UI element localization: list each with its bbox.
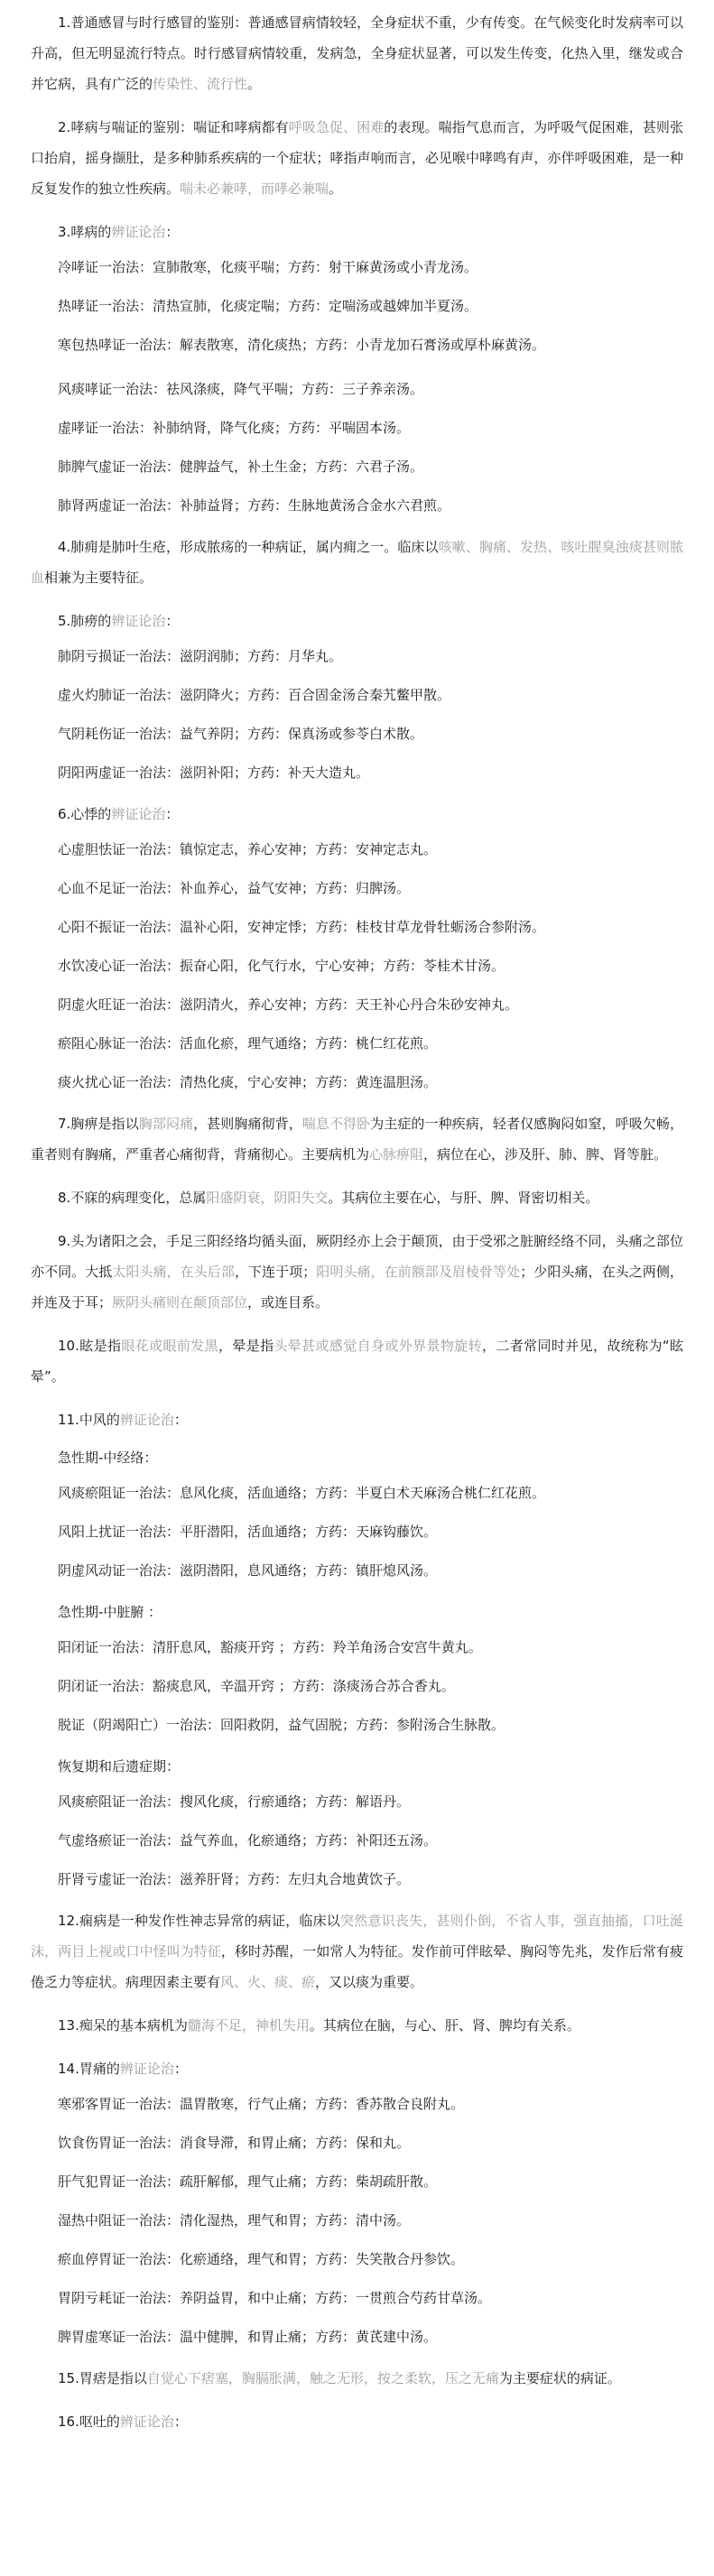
highlight-text: 阳盛阴衰，阴阳失交	[206, 1190, 329, 1206]
treatment-row: 脾胃虚寒证一治法：温中健脾，和胃止痛；方药：黄芪建中汤。	[58, 2329, 438, 2345]
heading-text: 14.胃痛的	[58, 2061, 120, 2077]
section-heading-5	[31, 606, 683, 636]
text: 。其病位主要在心，与肝、脾、肾密切相关。	[328, 1190, 599, 1206]
treatment-row: 肝肾亏虚证一治法：滋养肝肾；方药：左归丸合地黄饮子。	[58, 1871, 411, 1887]
text: 8.不寐的病理变化，总属	[58, 1190, 207, 1206]
section-heading-6	[31, 799, 683, 829]
heading-text: 5.肺痨的	[58, 613, 112, 629]
paragraph-9	[31, 1226, 683, 1318]
highlight-text: 髓海不足，神机失用	[187, 2017, 310, 2034]
treatment-row: 风阳上扰证一治法：平肝潜阳，活血通络；方药：天麻钩藤饮。	[58, 1524, 438, 1540]
treatment-row: 胃阴亏耗证一治法：养阴益胃，和中止痛；方药：一贯煎合芍药甘草汤。	[58, 2290, 492, 2306]
text: 的表现。喘指气息而言，为呼吸气促困难，甚则张口抬肩，摇身撷肚，是多种肺系疾病的一个症状；哮指声响而言，必见喉中哮鸣有声，亦伴呼吸困难，是一种反复发作的独立性疾病。	[31, 119, 683, 197]
highlight-text: 喘未必兼哮，而哮必兼喘	[180, 181, 329, 197]
highlight-text: 辨证论治	[119, 2061, 174, 2077]
highlight-text: 喘息不得卧	[301, 1116, 371, 1132]
treatment-row: 阳闭证一治法：清肝息风，豁痰开窍 ；方药：羚羊角汤合安宫牛黄丸。	[58, 1639, 482, 1655]
text: 2.哮病与喘证的鉴别：喘证和哮病都有	[58, 119, 289, 135]
text: 12.痫病是一种发作性神志异常的病证，临床以	[58, 1913, 341, 1929]
treatment-row: 阴虚风动证一治法：滋阴潜阳，息风通络；方药：镇肝熄风汤。	[58, 1562, 438, 1579]
text: 13.痴呆的基本病机为	[58, 2017, 188, 2034]
treatment-row: 饮食伤胃证一治法：消食导滞，和胃止痛；方药：保和丸。	[58, 2135, 411, 2151]
highlight-text: 辨证论治	[119, 2414, 174, 2430]
text: ；少阳头痛，在头之两侧，并连及于耳；	[31, 1264, 683, 1311]
treatment-row: 气阴耗伤证一治法：益气养阴；方药：保真汤或参苓白术散。	[58, 726, 424, 742]
stage-label: 恢复期和后遗症期：	[58, 1758, 181, 1774]
section-heading-11	[31, 1404, 683, 1435]
treatment-row: 肺阴亏损证一治法：滋阴润肺；方药：月华丸。	[58, 648, 343, 664]
section-heading-14	[31, 2053, 683, 2084]
text: 为主症的一种疾病，轻者仅感胸闷如窒，呼吸欠畅，重者则有胸痛，严重者心痛彻背，背痛彻心。主要病机为	[31, 1116, 683, 1163]
heading-text: ：	[165, 806, 180, 822]
highlight-text: 胸部闷痛	[138, 1116, 194, 1132]
highlight-text: 呼吸急促、困难	[288, 119, 385, 135]
stage-label: 急性期-中脏腑 ：	[58, 1604, 162, 1620]
treatment-row: 虚哮证一治法：补肺纳肾，降气化痰；方药：平喘固本汤。	[58, 420, 411, 436]
heading-text: 11.中风的	[58, 1412, 120, 1428]
treatment-row: 脱证（阴竭阳亡）一治法：回阳救阴，益气固脱；方药：参附汤合生脉散。	[58, 1717, 505, 1733]
highlight-text: 风、火、痰、瘀	[220, 1974, 316, 1990]
text: 。	[247, 76, 262, 92]
paragraph-13	[31, 2010, 683, 2041]
heading-text: 3.哮病的	[58, 224, 112, 240]
highlight-text: 辨证论治	[111, 806, 166, 822]
treatment-row: 痰火扰心证一治法：清热化痰，宁心安神；方药：黄连温胆汤。	[58, 1074, 438, 1090]
treatment-row: 虚火灼肺证一治法：滋阴降火；方药：百合固金汤合秦艽鳖甲散。	[58, 687, 451, 703]
paragraph-1	[31, 7, 683, 99]
text: 。	[329, 181, 343, 197]
text: ，甚则胸痛彻背，	[193, 1116, 302, 1132]
text: ，又以痰为重要。	[315, 1974, 424, 1990]
treatment-row: 阴闭证一治法：豁痰息风，辛温开窍 ；方药：涤痰汤合苏合香丸。	[58, 1678, 455, 1694]
highlight-text: 心脉痹阻	[369, 1146, 424, 1163]
treatment-row: 冷哮证一治法：宣肺散寒，化痰平喘；方药：射干麻黄汤或小青龙汤。	[58, 259, 478, 275]
paragraph-2	[31, 112, 683, 204]
treatment-row: 寒包热哮证一治法：解表散寒，清化痰热；方药：小青龙加石膏汤或厚朴麻黄汤。	[58, 337, 546, 353]
paragraph-4	[31, 532, 683, 593]
text: ，病位在心，涉及肝、肺、脾、肾等脏。	[423, 1146, 668, 1163]
treatment-row: 风痰哮证一治法：祛风涤痰，降气平喘；方药：三子养亲汤。	[58, 381, 424, 397]
heading-text: ：	[165, 224, 180, 240]
text: ，或连目系。	[247, 1294, 329, 1311]
section-heading-16	[31, 2406, 683, 2437]
highlight-text: 自觉心下痞塞，胸膈胀满，触之无形，按之柔软，压之无痛	[146, 2370, 499, 2386]
heading-text: ：	[173, 2414, 188, 2430]
treatment-row: 气虚络瘀证一治法：益气养血，化瘀通络；方药：补阳还五汤。	[58, 1832, 438, 1849]
treatment-row: 肺肾两虚证一治法：补肺益肾；方药：生脉地黄汤合金水六君煎。	[58, 497, 451, 514]
highlight-text: 眼花或眼前发黑	[121, 1338, 218, 1354]
paragraph-15	[31, 2363, 683, 2394]
text: 。其病位在脑，与心、肝、肾、脾均有关系。	[309, 2017, 580, 2034]
highlight-text: 辨证论治	[111, 613, 166, 629]
treatment-row: 心虚胆怯证一治法：镇惊定志，养心安神；方药：安神定志丸。	[58, 841, 438, 857]
treatment-row: 肺脾气虚证一治法：健脾益气，补土生金；方药：六君子汤。	[58, 459, 424, 475]
text: 1.普通感冒与时行感冒的鉴别：普通感冒病情较轻，全身症状不重，少有传变。在气候变化时发病率可以升高，但无明显流行特点。时行感冒病情较重，发病急，全身症状显著，可以发生传变，化热入里，继发或合并它病，具有广泛的	[31, 14, 683, 92]
treatment-row: 寒邪客胃证一治法：温胃散寒，行气止痛；方药：香苏散合良附丸。	[58, 2096, 465, 2112]
text: ，下连于项；	[234, 1264, 317, 1280]
highlight-text: 传染性、流行性	[153, 76, 248, 92]
text: 相兼为主要特征。	[44, 570, 153, 586]
treatment-row: 心血不足证一治法：补血养心，益气安神；方药：归脾汤。	[58, 880, 411, 896]
section-heading-3	[31, 217, 683, 247]
treatment-row: 瘀血停胃证一治法：化瘀通络，理气和胃；方药：失笑散合丹参饮。	[58, 2251, 465, 2267]
treatment-row: 热哮证一治法：清热宣肺，化痰定喘；方药：定喘汤或越婢加半夏汤。	[58, 298, 478, 314]
text: 15.胃痞是指以	[58, 2370, 147, 2386]
highlight-text: 头晕甚或感觉自身或外界景物旋转	[274, 1338, 483, 1354]
paragraph-8	[31, 1182, 683, 1213]
heading-text: 16.呕吐的	[58, 2414, 120, 2430]
text: 7.胸痹是指以	[58, 1116, 139, 1132]
highlight-text: 辨证论治	[111, 224, 166, 240]
text: 9.头为诸阳之会，手足三阳经络均循头面，厥阴经亦上会于颠顶，由于受邪之脏腑经络不同，头痛之部位亦不同。大抵	[31, 1233, 683, 1280]
text: ，晕是指	[218, 1338, 274, 1354]
heading-text: ：	[165, 613, 180, 629]
highlight-text: 突然意识丧失，甚则仆倒，不省人事，强直抽搐，口吐涎沫，两目上视或口中怪叫为特征	[31, 1913, 683, 1960]
text: ，移时苏醒，一如常人为特征。发作前可伴眩晕、胸闷等先兆，发作后常有疲倦乏力等症状。病理因素主要有	[31, 1943, 683, 1990]
heading-text: 6.心悸的	[58, 806, 112, 822]
text: 4.肺痈是肺叶生疮，形成脓疡的一种病证，属内痈之一。临床以	[58, 539, 439, 555]
treatment-row: 瘀阻心脉证一治法：活血化瘀，理气通络；方药：桃仁红花煎。	[58, 1035, 438, 1052]
highlight-text: 阳明头痛，在前额部及眉棱骨等处	[316, 1264, 521, 1280]
highlight-text: 太阳头痛，在头后部	[112, 1264, 235, 1280]
treatment-row: 肝气犯胃证一治法：疏肝解郁，理气止痛；方药：柴胡疏肝散。	[58, 2173, 438, 2190]
text: 为主要症状的病证。	[498, 2370, 621, 2386]
highlight-text: 咳嗽、胸痛、发热、咳吐腥臭浊痰甚则脓血	[31, 539, 683, 586]
treatment-row: 风痰瘀阻证一治法：搜风化痰，行瘀通络；方药：解语丹。	[58, 1793, 411, 1810]
paragraph-10	[31, 1330, 683, 1392]
highlight-text: 辨证论治	[119, 1412, 174, 1428]
text: ，二者常同时并见，故统称为“眩晕”。	[31, 1338, 683, 1385]
paragraph-12	[31, 1905, 683, 1997]
treatment-row: 风痰瘀阻证一治法：息风化痰，活血通络；方药：半夏白术天麻汤合桃仁红花煎。	[58, 1485, 546, 1501]
treatment-row: 阴虚火旺证一治法：滋阴清火，养心安神；方药：天王补心丹合朱砂安神丸。	[58, 996, 519, 1013]
treatment-row: 阴阳两虚证一治法：滋阴补阳；方药：补天大造丸。	[58, 764, 370, 781]
heading-text: ：	[173, 2061, 188, 2077]
heading-text: ：	[173, 1412, 188, 1428]
treatment-row: 水饮凌心证一治法：振奋心阳，化气行水，宁心安神；方药：苓桂术甘汤。	[58, 958, 505, 974]
treatment-row: 心阳不振证一治法：温补心阳，安神定悸；方药：桂枝甘草龙骨牡蛎汤合参附汤。	[58, 919, 546, 935]
treatment-row: 湿热中阻证一治法：清化湿热，理气和胃；方药：清中汤。	[58, 2212, 411, 2229]
text: 10.眩是指	[58, 1338, 122, 1354]
highlight-text: 厥阴头痛则在颠顶部位	[112, 1294, 248, 1311]
paragraph-7	[31, 1108, 683, 1170]
stage-label: 急性期-中经络：	[58, 1450, 158, 1466]
